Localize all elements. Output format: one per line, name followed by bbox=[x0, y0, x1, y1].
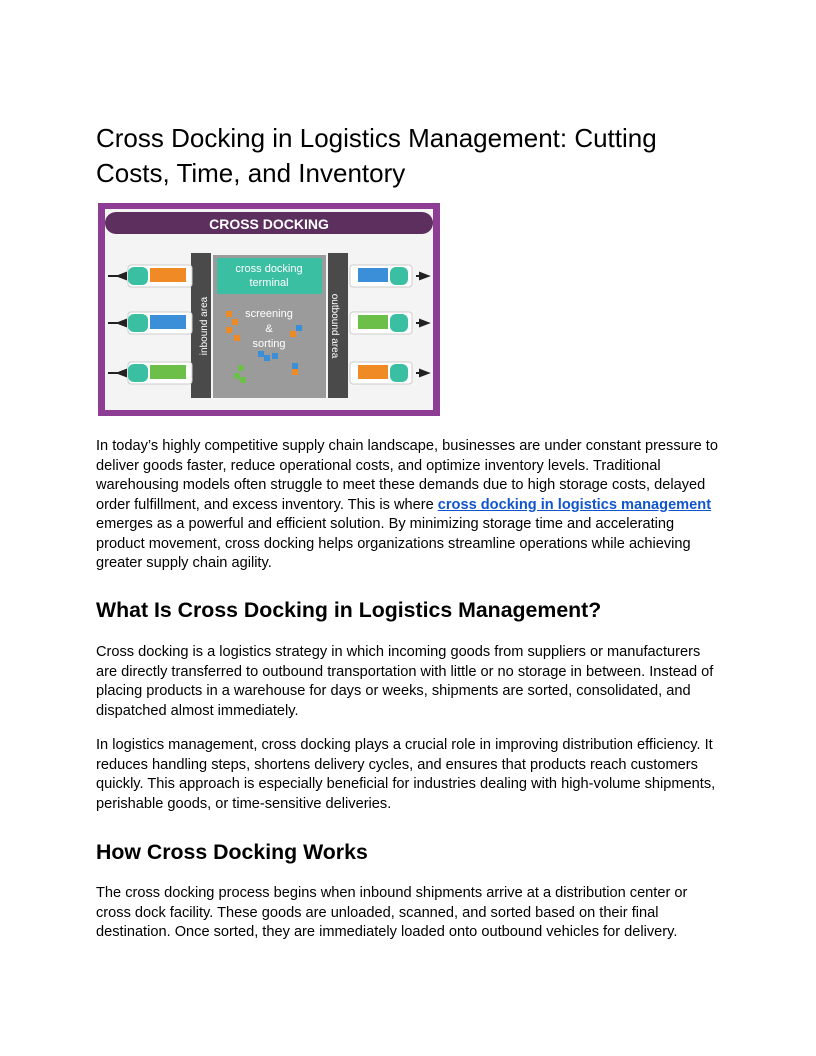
section-heading-what-is: What Is Cross Docking in Logistics Management? bbox=[96, 598, 602, 622]
sorting-label-1: screening bbox=[245, 308, 293, 320]
cross-docking-link[interactable]: cross docking in logistics management bbox=[437, 496, 712, 513]
intro-paragraph bbox=[96, 437, 720, 574]
section1-paragraph-1: Cross docking is a logistics strategy in which incoming goods from suppliers or manufacturers are directly transferred to outbound transportation with little or no storage in between. Instead of placing products in a warehouse for days or weeks, shipments are sorted, consolidated, and dispatched almost immediately. bbox=[96, 644, 714, 719]
section-heading-how-works: How Cross Docking Works bbox=[96, 840, 368, 864]
sorting-label-3: sorting bbox=[252, 338, 286, 350]
cross-docking-diagram bbox=[98, 203, 440, 416]
sorting-label-2: & bbox=[265, 323, 273, 335]
section1-paragraph-2: In logistics management, cross docking plays a crucial role in improving distribution efficiency. It reduces handling steps, shortens delivery cycles, and ensures that products reach customers quickly. This approach is especially beneficial for industries dealing with high-volume shipments, perishable goods, or time-sensitive deliveries. bbox=[96, 737, 716, 812]
article-title: Cross Docking in Logistics Management: Cutting Costs, Time, and Inventory bbox=[96, 123, 657, 188]
intro-text-end: emerges as a powerful and efficient solution. By minimizing storage time and accelerating product movement, cross docking helps organizations streamline operations while achieving greater supply chain agility. bbox=[96, 516, 691, 571]
outbound-area-label: outbound area bbox=[329, 293, 340, 359]
terminal-label-1: cross docking bbox=[235, 263, 303, 275]
inbound-area-label: inbound area bbox=[199, 296, 210, 356]
diagram-banner-text: CROSS DOCKING bbox=[209, 216, 329, 232]
terminal-label-2: terminal bbox=[249, 277, 289, 289]
intro-text-start: In today’s highly competitive supply chain landscape, businesses are under constant pressure to deliver goods faster, reduce operational costs, and optimize inventory levels. Traditional warehousing models often struggle to meet these demands due to high storage costs, delayed order fulfillment, and excess inventory. This is where bbox=[96, 438, 718, 513]
section2-paragraph-1: The cross docking process begins when inbound shipments arrive at a distribution center or cross dock facility. These goods are unloaded, scanned, and sorted based on their final destination. Once sorted, they are immediately loaded onto outbound vehicles for delivery. bbox=[96, 885, 688, 940]
